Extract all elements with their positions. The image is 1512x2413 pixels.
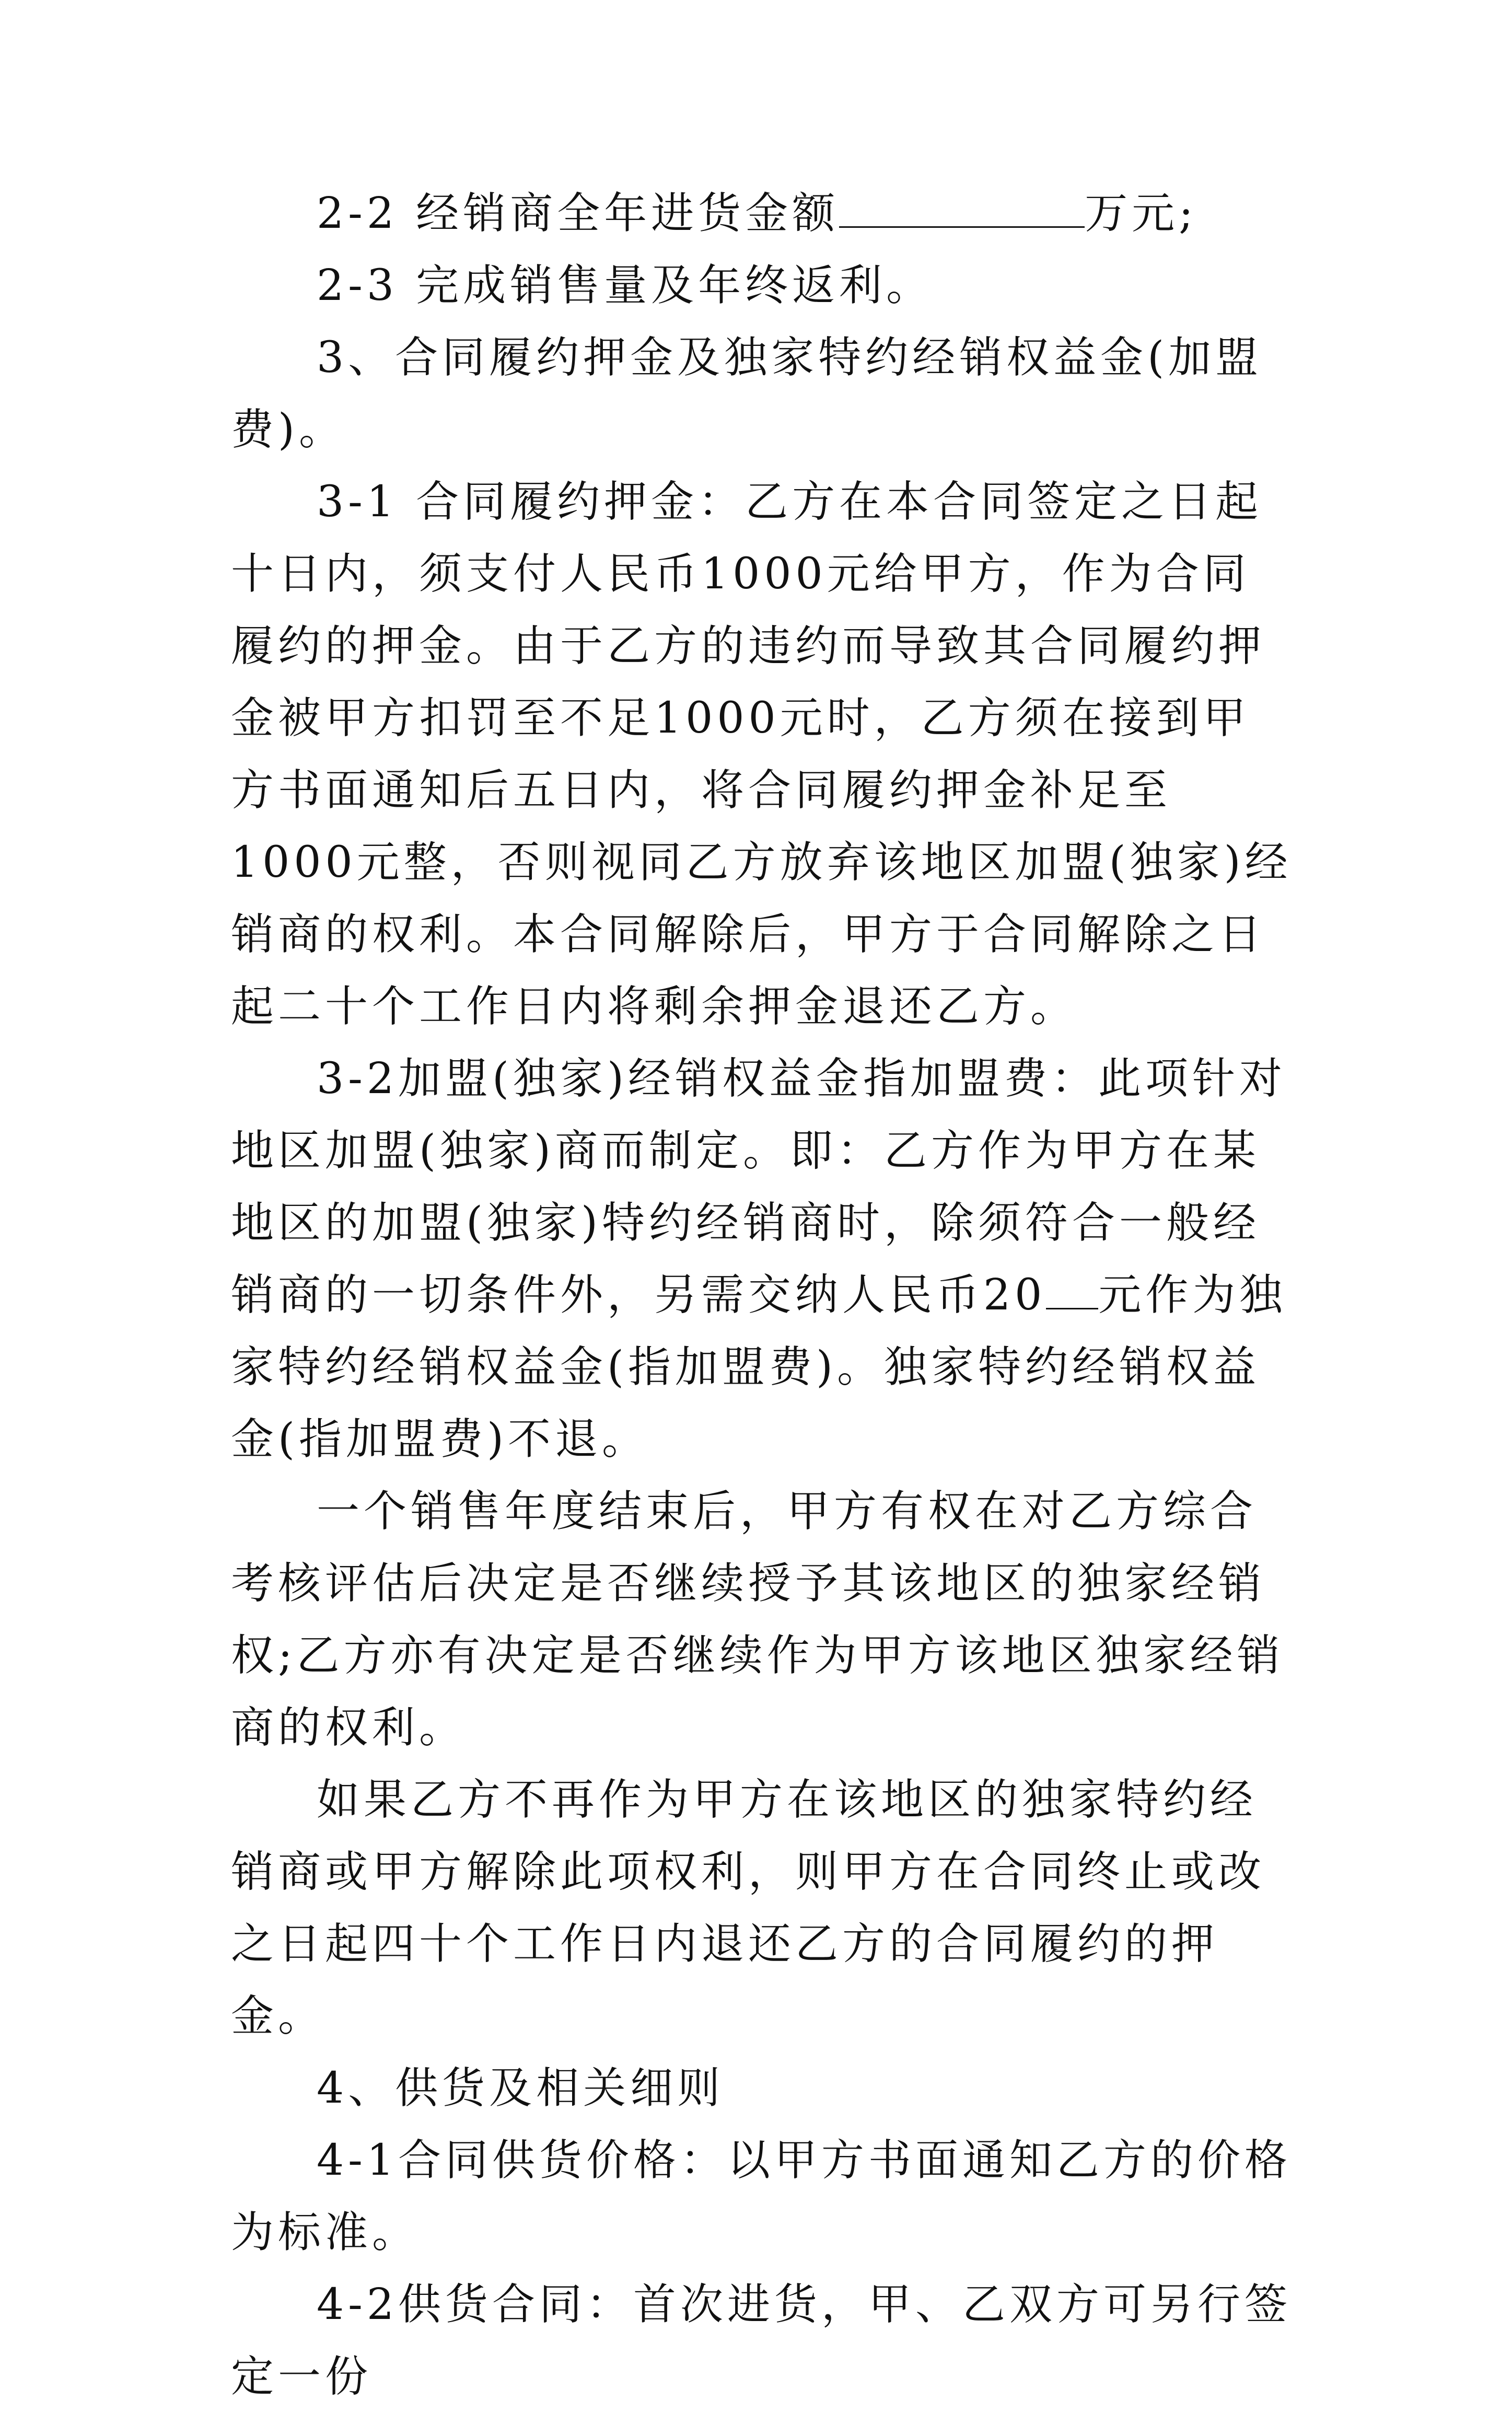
section-4-heading: 4、供货及相关细则 (317, 2063, 725, 2113)
amount-blank-line (839, 190, 1085, 228)
clause-2-2-text: 2-2 经销商全年进货金额 (317, 189, 840, 238)
clause-3-2-text: 3-2加盟(独家)经销权益金指加盟费：此项针对地区加盟(独家)商而制定。即：乙方作为甲方在某地区的加盟(独家)特约经销商时，除须符合一般经销商的一切条件外，另需交纳人民币20 (231, 1054, 1287, 1320)
clause-2-2-unit: 万元; (1085, 189, 1197, 238)
fee-blank-line (1046, 1271, 1098, 1309)
section-3-heading: 3、合同履约押金及独家特约经销权益金(加盟费)。 (231, 333, 1263, 455)
clause-3-1: 3-1 合同履约押金：乙方在本合同签定之日起十日内，须支付人民币1000元给甲方，作为合同履约的押金。由于乙方的违约而导致其合同履约押金被甲方扣罚至不足1000元时，乙方须在接到甲方书面通知后五日内，将合同履约押金补足至1000元整，否则视同乙方放弃该地区加盟(独家)经销商的权利。本合同解除后，甲方于合同解除之日起二十个工作日内将剩余押金退还乙方。 (231, 477, 1292, 1031)
document-body (231, 178, 1293, 2413)
renewal-paragraph: 一个销售年度结束后，甲方有权在对乙方综合考核评估后决定是否继续授予其该地区的独家经销权;乙方亦有决定是否继续作为甲方该地区独家经销商的权利。 (231, 1487, 1284, 1753)
clause-3-2 (231, 1043, 1293, 1476)
clause-2-3: 2-3 完成销售量及年终返利。 (317, 261, 934, 310)
clause-4-1: 4-1合同供货价格：以甲方书面通知乙方的价格为标准。 (231, 2136, 1292, 2257)
clause-4-2: 4-2供货合同：首次进货，甲、乙双方可另行签定一份 (231, 2280, 1292, 2402)
termination-paragraph: 如果乙方不再作为甲方在该地区的独家特约经销商或甲方解除此项权利，则甲方在合同终止或改之日起四十个工作日内退还乙方的合同履约的押金。 (231, 1775, 1266, 2041)
clause-3-2-text-end: 元作为独家特约经销权益金(指加盟费)。独家特约经销权益金(指加盟费)不退。 (231, 1270, 1287, 1464)
clause-2-2 (231, 178, 1293, 250)
